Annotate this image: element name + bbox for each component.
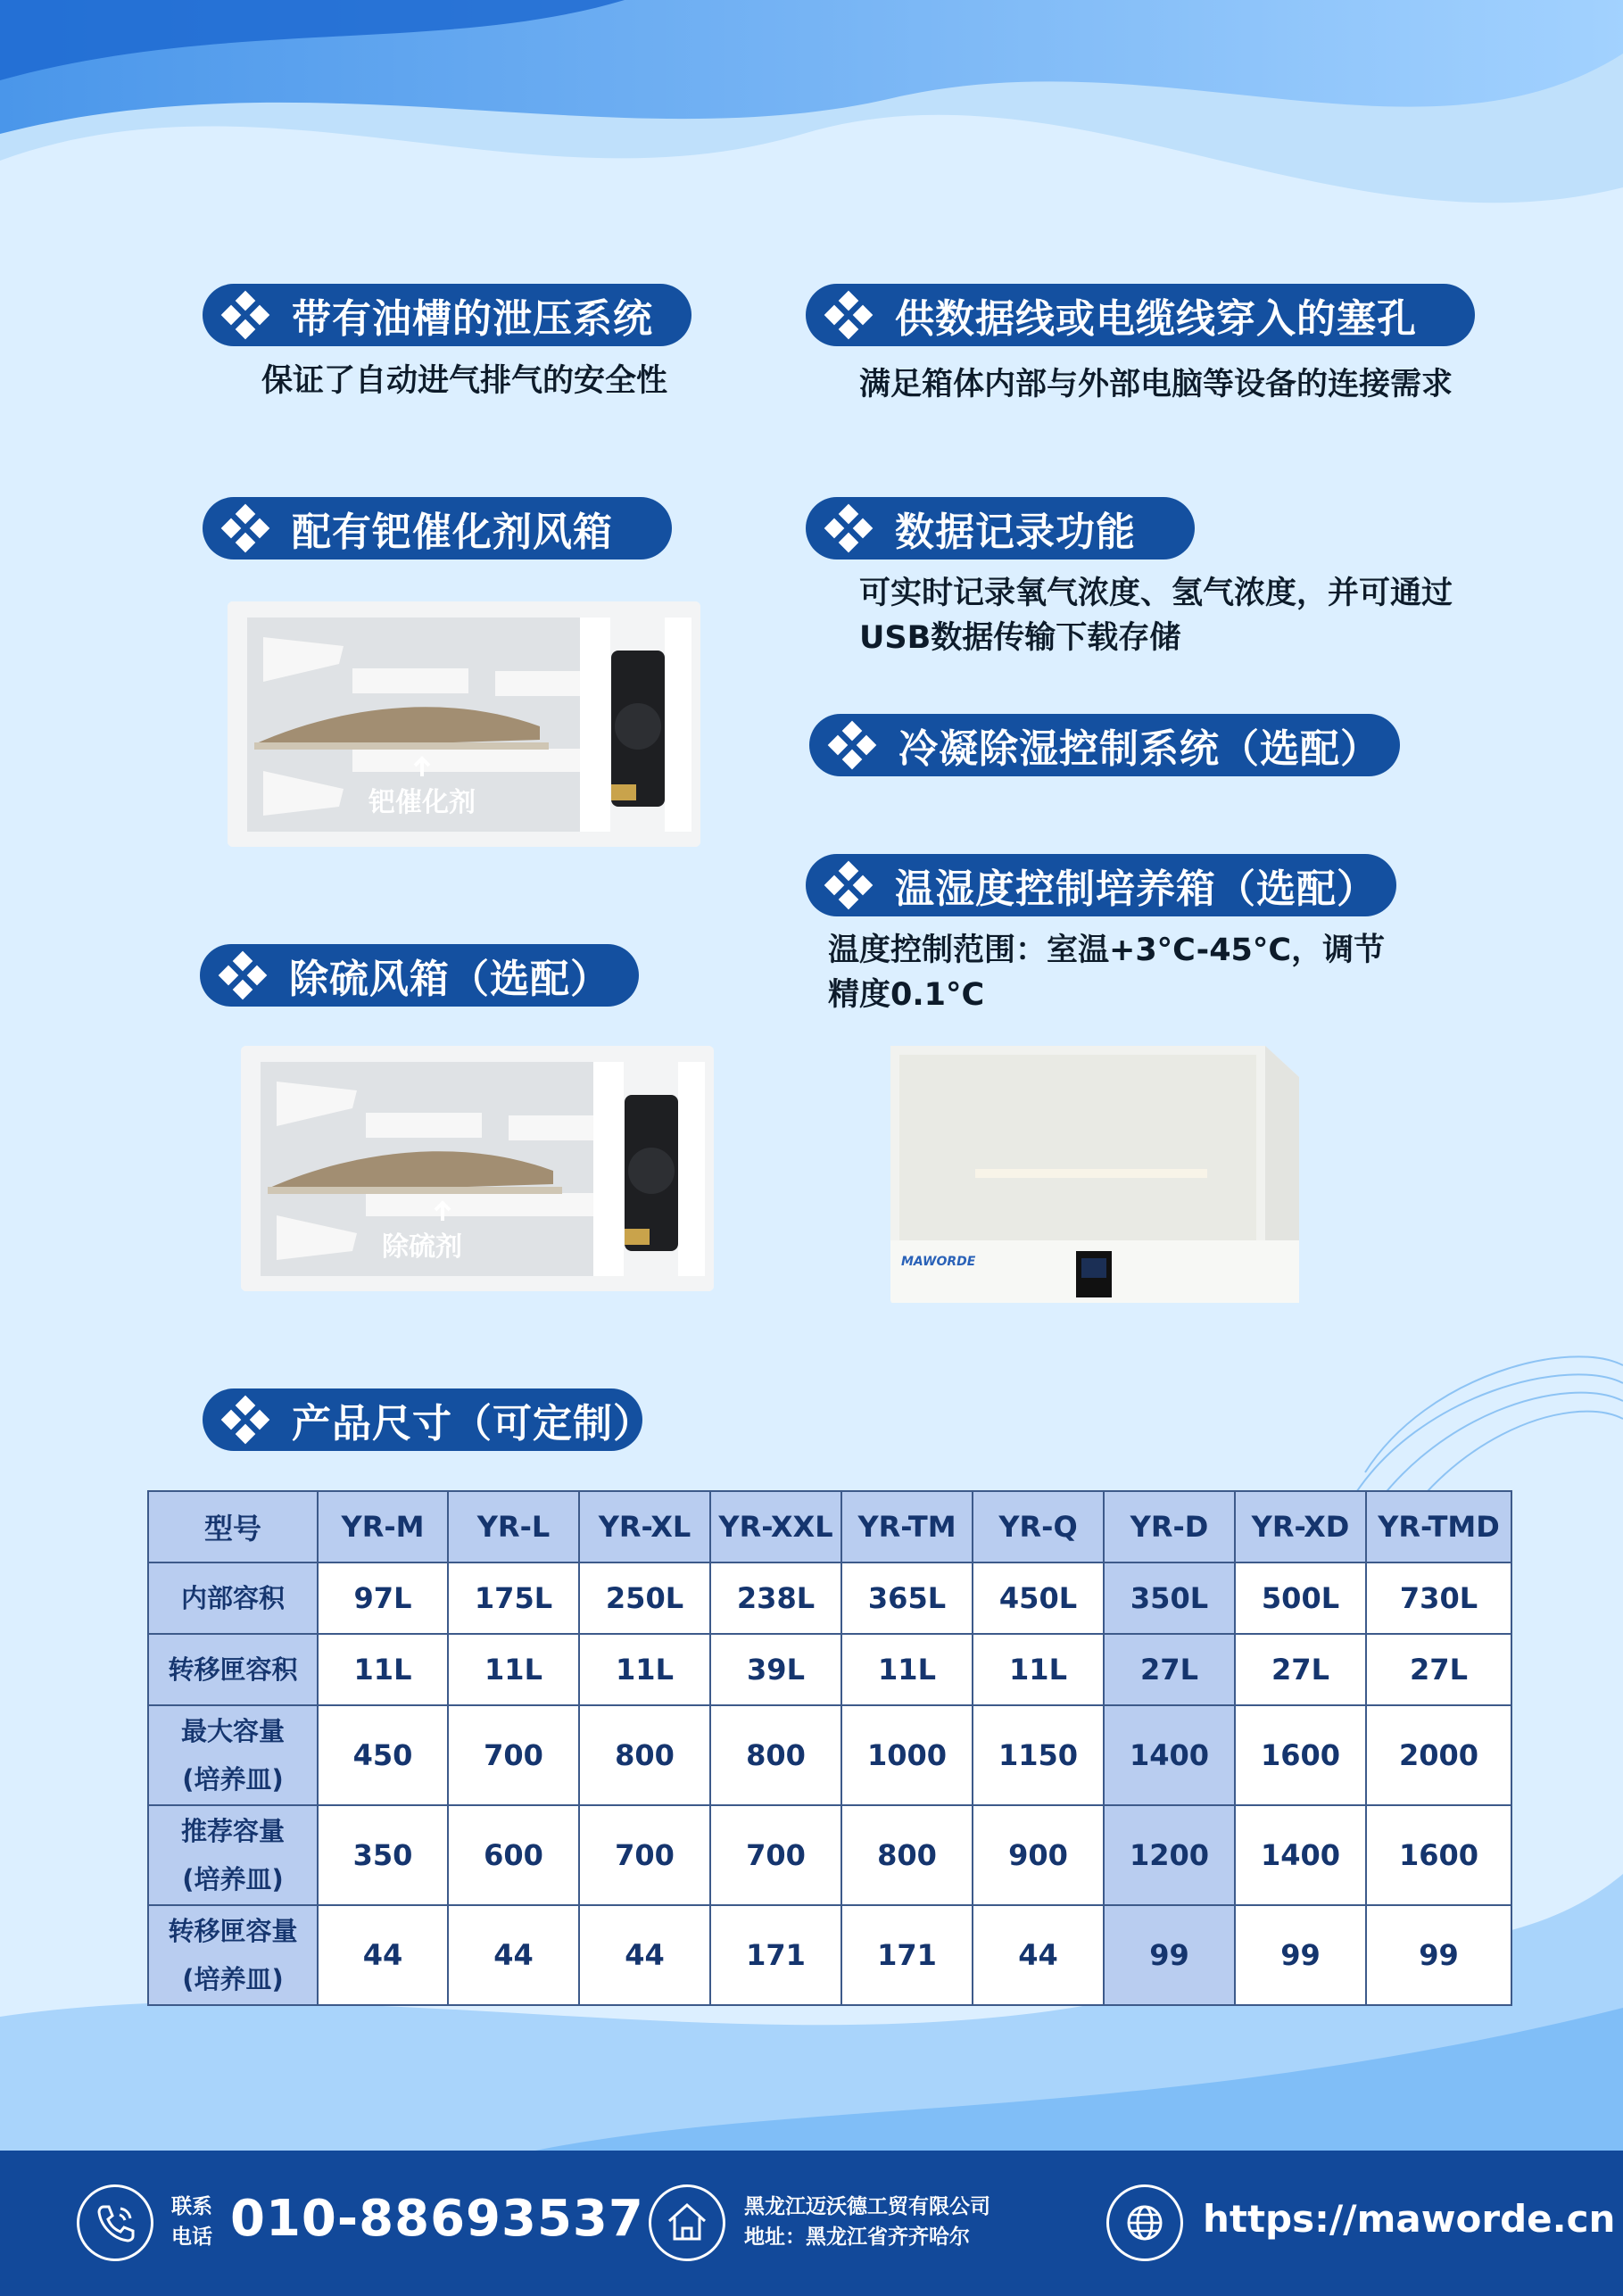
desc-line: USB数据传输下载存储 [859,620,1181,656]
diamond-bullet-icon [220,290,270,340]
table-cell: 700 [710,1805,841,1905]
table-row [148,1634,1511,1705]
product-size-table [147,1490,1512,2006]
desulfur-image-label: 除硫剂 [382,1231,462,1263]
diamond-bullet-icon [824,860,874,910]
row-label-line: 内部容积 [180,1583,285,1613]
row-label [148,1562,318,1634]
table-cell: 27L [1104,1634,1235,1705]
company-address: 地址：黑龙江省齐齐哈尔 [744,2226,970,2249]
section-title-text: 数据记录功能 [895,510,1136,555]
row-label [148,1905,318,2005]
model-header: YR-TMD [1366,1491,1511,1562]
table-cell: 500L [1235,1562,1366,1634]
desulfur-fan-box-image [241,1046,714,1291]
table-cell: 1000 [841,1705,973,1805]
table-cell: 1150 [973,1705,1104,1805]
table-header-label: 型号 [148,1491,318,1562]
fan-box-illustration [241,1046,714,1291]
section-title-text: 产品尺寸（可定制） [292,1401,653,1446]
table-cell: 44 [973,1905,1104,2005]
company-name: 黑龙江迈沃德工贸有限公司 [744,2195,990,2218]
table-cell: 11L [318,1634,448,1705]
section-temp-humidity-desc [828,928,1385,1017]
section-temp-humidity-title [806,854,1396,916]
table-cell: 44 [579,1905,710,2005]
table-cell: 99 [1235,1905,1366,2005]
section-oil-tank-title [203,284,691,346]
row-label-line: (培养皿) [182,1964,284,1994]
table-cell: 11L [973,1634,1104,1705]
table-cell: 700 [579,1805,710,1905]
row-label [148,1805,318,1905]
globe-icon [1106,2184,1183,2261]
diamond-bullet-icon [220,1395,270,1445]
section-title-text: 温湿度控制培养箱（选配） [895,866,1377,912]
section-cable-hole-title [806,284,1475,346]
table-cell: 27L [1235,1634,1366,1705]
row-label-line: 转移匣容量 [168,1916,298,1946]
table-cell: 450L [973,1562,1104,1634]
table-cell: 44 [318,1905,448,2005]
table-cell: 27L [1366,1634,1511,1705]
table-cell: 171 [710,1905,841,2005]
table-cell: 1600 [1366,1805,1511,1905]
model-header: YR-L [448,1491,579,1562]
row-label-line: (培养皿) [182,1764,284,1795]
model-header: YR-XD [1235,1491,1366,1562]
table-cell: 99 [1366,1905,1511,2005]
table-cell: 175L [448,1562,579,1634]
contact-label-line: 电话 [171,2226,212,2249]
section-cable-hole-desc: 满足箱体内部与外部电脑等设备的连接需求 [859,367,1453,402]
section-data-record-title [806,497,1195,559]
row-label-line: 转移匣容积 [168,1654,298,1685]
table-cell: 700 [448,1705,579,1805]
model-header: YR-Q [973,1491,1104,1562]
table-cell: 171 [841,1905,973,2005]
diamond-bullet-icon [827,720,877,770]
row-label [148,1705,318,1805]
table-cell: 1200 [1104,1805,1235,1905]
row-label [148,1634,318,1705]
incubator-image [890,1037,1301,1305]
section-data-record-desc [859,571,1453,660]
table-cell: 2000 [1366,1705,1511,1805]
contact-label [171,2192,212,2252]
company-info [744,2192,990,2252]
model-header: YR-XXL [710,1491,841,1562]
table-cell: 350L [1104,1562,1235,1634]
model-header: YR-M [318,1491,448,1562]
section-title-text: 冷凝除湿控制系统（选配） [898,726,1380,772]
table-row [148,1562,1511,1634]
table-cell: 238L [710,1562,841,1634]
desc-line: 可实时记录氧气浓度、氢气浓度，并可通过 [859,576,1453,611]
table-cell: 365L [841,1562,973,1634]
table-cell: 250L [579,1562,710,1634]
diamond-bullet-icon [824,290,874,340]
section-palladium-title [203,497,672,559]
section-title-text: 除硫风箱（选配） [289,957,610,1002]
diamond-bullet-icon [218,950,268,1000]
palladium-image-label: 钯催化剂 [368,787,476,818]
table-cell: 11L [841,1634,973,1705]
table-cell: 1400 [1235,1805,1366,1905]
table-row [148,1805,1511,1905]
diamond-bullet-icon [220,503,270,553]
table-cell: 450 [318,1705,448,1805]
row-label-line: 推荐容量 [180,1816,285,1846]
website-link[interactable]: https://maworde.cn [1203,2197,1616,2241]
table-header-row [148,1491,1511,1562]
section-size-title [203,1388,653,1451]
table-cell: 600 [448,1805,579,1905]
row-label-line: 最大容量 [180,1716,285,1746]
table-cell: 11L [579,1634,710,1705]
section-title-text: 带有油槽的泄压系统 [292,296,653,342]
section-title-text: 供数据线或电缆线穿入的塞孔 [895,296,1417,342]
home-icon [649,2184,725,2261]
contact-label-line: 联系 [171,2195,212,2218]
model-header: YR-D [1104,1491,1235,1562]
table-cell: 99 [1104,1905,1235,2005]
table-cell: 39L [710,1634,841,1705]
table-cell: 800 [841,1805,973,1905]
table-cell: 800 [579,1705,710,1805]
section-oil-tank-desc: 保证了自动进气排气的安全性 [261,363,668,399]
model-header: YR-TM [841,1491,973,1562]
footer [0,2151,1623,2296]
model-header: YR-XL [579,1491,710,1562]
table-cell: 900 [973,1805,1104,1905]
table-cell: 350 [318,1805,448,1905]
table-cell: 800 [710,1705,841,1805]
diamond-bullet-icon [824,503,874,553]
row-label-line: (培养皿) [182,1864,284,1894]
phone-icon [77,2184,153,2261]
table-cell: 1400 [1104,1705,1235,1805]
section-condense-title [809,714,1400,776]
table-cell: 1600 [1235,1705,1366,1805]
incubator-brand-logo: MAWORDE [901,1255,976,1269]
phone-number: 010-88693537 [230,2190,644,2248]
table-cell: 97L [318,1562,448,1634]
desc-line: 精度0.1°C [828,977,985,1013]
desc-line: 温度控制范围：室温+3°C-45°C，调节 [828,932,1386,968]
table-cell: 11L [448,1634,579,1705]
table-row [148,1905,1511,2005]
section-desulfur-title [200,944,639,1007]
table-cell: 730L [1366,1562,1511,1634]
table-cell: 44 [448,1905,579,2005]
palladium-fan-box-image [228,601,700,847]
table-row [148,1705,1511,1805]
section-title-text: 配有钯催化剂风箱 [292,510,613,555]
